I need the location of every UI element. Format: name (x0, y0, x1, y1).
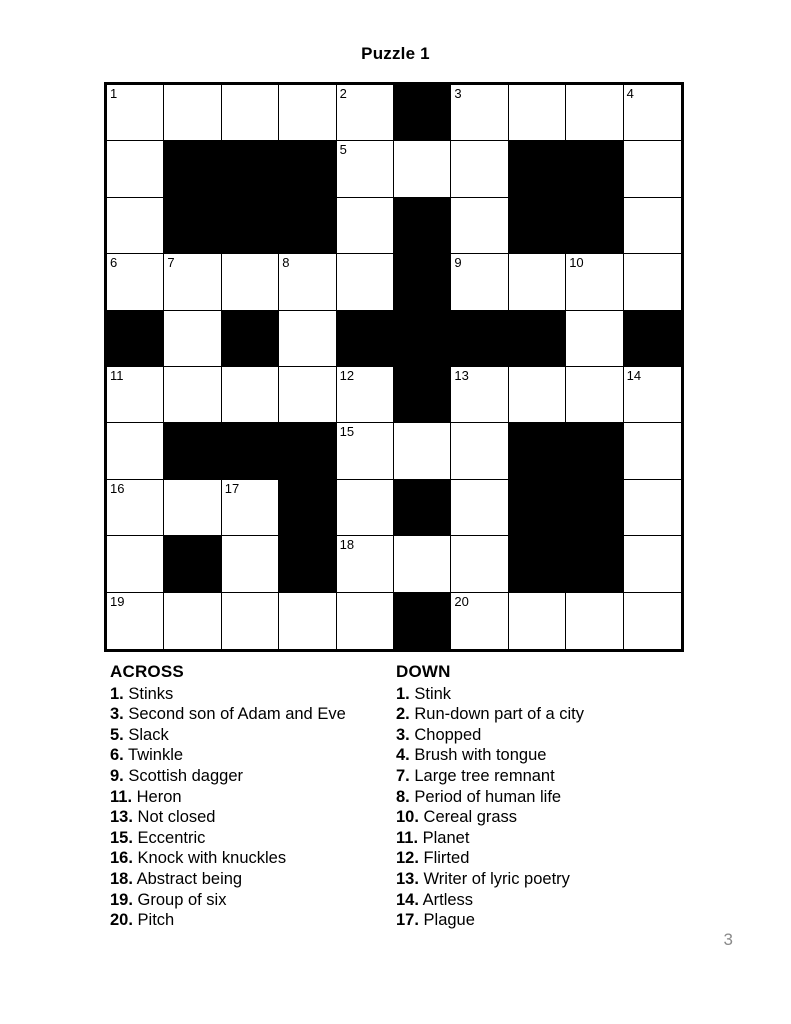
clue-text: Plague (418, 911, 475, 930)
clue-item (110, 766, 390, 787)
clue-item (110, 848, 390, 869)
grid-cell[interactable] (107, 367, 164, 423)
grid-cell[interactable] (451, 367, 508, 423)
crossword-grid[interactable] (104, 82, 684, 652)
grid-cell-number: 14 (626, 368, 642, 383)
clue-item (110, 725, 390, 746)
grid-cell[interactable] (566, 311, 623, 367)
grid-cell[interactable] (451, 198, 508, 254)
clue-number: 10. (396, 808, 419, 827)
clues-down-list (396, 684, 686, 931)
clue-text: Stinks (123, 684, 174, 703)
clue-number: 13. (396, 869, 419, 888)
grid-block (394, 480, 451, 536)
grid-cell-number: 10 (569, 255, 584, 271)
clue-item (396, 745, 686, 766)
clues-section (110, 662, 690, 962)
grid-cell[interactable] (279, 254, 336, 310)
grid-block (509, 423, 566, 479)
clue-text: Artless (418, 890, 474, 909)
clue-text: Twinkle (123, 746, 184, 765)
grid-cell[interactable] (337, 423, 394, 479)
grid-block (279, 480, 336, 536)
clue-item (110, 787, 390, 808)
grid-block (279, 423, 336, 479)
clue-number: 6. (110, 746, 124, 765)
grid-cell-number: 11 (110, 368, 124, 383)
grid-block (394, 311, 451, 367)
grid-block (279, 536, 336, 592)
clue-item (396, 807, 686, 828)
grid-block (164, 198, 221, 254)
clue-item (396, 890, 686, 911)
clue-text: Period of human life (409, 787, 562, 806)
clue-item (110, 704, 390, 725)
grid-cell-number: 17 (224, 480, 240, 496)
grid-cell[interactable] (624, 423, 681, 479)
grid-cell[interactable] (337, 254, 394, 310)
grid-block (509, 141, 566, 197)
grid-cell-number: 13 (454, 368, 469, 383)
grid-block (279, 198, 336, 254)
grid-cell[interactable] (509, 254, 566, 310)
grid-block (394, 85, 451, 141)
clue-number: 11. (396, 828, 419, 847)
grid-cell[interactable] (394, 536, 451, 592)
grid-cell[interactable] (394, 141, 451, 197)
grid-cell-number: 18 (339, 537, 355, 553)
grid-block (222, 311, 279, 367)
clue-number: 9. (110, 766, 124, 785)
clue-number: 5. (110, 725, 124, 744)
grid-cell[interactable] (509, 85, 566, 141)
grid-cell[interactable] (164, 311, 221, 367)
grid-cell[interactable] (107, 480, 164, 536)
grid-cell-number: 8 (282, 255, 290, 271)
grid-cell-number: 19 (110, 593, 125, 609)
grid-cell[interactable] (337, 367, 394, 423)
clue-number: 11. (110, 787, 133, 806)
grid-block (337, 311, 394, 367)
grid-cell-number: 9 (454, 255, 462, 271)
grid-block (566, 141, 623, 197)
clue-text: Pitch (132, 911, 175, 930)
clue-item (110, 807, 390, 828)
grid-cell[interactable] (164, 367, 221, 423)
grid-cell[interactable] (107, 254, 164, 310)
clue-text: Slack (123, 725, 169, 744)
clues-down (396, 662, 686, 931)
clue-text: Second son of Adam and Eve (123, 705, 346, 724)
grid-cell-number: 7 (167, 255, 175, 271)
grid-cell-number: 4 (626, 86, 634, 101)
grid-cell-number: 16 (110, 480, 125, 496)
clue-number: 7. (396, 766, 410, 785)
clue-text: Knock with knuckles (132, 849, 287, 868)
grid-cell[interactable] (624, 367, 681, 423)
clue-item (110, 869, 390, 890)
clue-item (396, 725, 686, 746)
clue-item (396, 848, 686, 869)
clue-text: Flirted (418, 849, 470, 868)
grid-block (509, 198, 566, 254)
clue-item (396, 787, 686, 808)
clue-item (396, 869, 686, 890)
grid-cell[interactable] (222, 85, 279, 141)
grid-block (566, 423, 623, 479)
grid-cell[interactable] (222, 480, 279, 536)
clue-text: Abstract being (132, 869, 243, 888)
clue-text: Not closed (132, 808, 216, 827)
grid-cell[interactable] (624, 141, 681, 197)
grid-cell-number: 20 (454, 593, 469, 609)
grid-block (509, 480, 566, 536)
grid-block (451, 311, 508, 367)
clue-item (110, 745, 390, 766)
grid-block (394, 367, 451, 423)
grid-cell[interactable] (451, 141, 508, 197)
clue-text: Cereal grass (418, 808, 518, 827)
grid-cell[interactable] (451, 593, 508, 649)
grid-cell[interactable] (222, 536, 279, 592)
clue-number: 13. (110, 808, 133, 827)
grid-block (164, 536, 221, 592)
clue-item (110, 828, 390, 849)
grid-cell[interactable] (566, 254, 623, 310)
clue-text: Group of six (132, 890, 227, 909)
grid-cell[interactable] (624, 198, 681, 254)
clue-text: Chopped (409, 725, 482, 744)
grid-cell[interactable] (279, 367, 336, 423)
clue-number: 19. (110, 890, 133, 909)
clue-number: 8. (396, 787, 410, 806)
clues-across-list (110, 684, 390, 931)
grid-block (222, 141, 279, 197)
clue-text: Eccentric (132, 828, 206, 847)
clue-text: Writer of lyric poetry (418, 869, 570, 888)
grid-block (394, 254, 451, 310)
grid-cell[interactable] (624, 85, 681, 141)
grid-cell[interactable] (509, 367, 566, 423)
clue-text: Stink (409, 684, 452, 703)
clue-number: 16. (110, 849, 133, 868)
grid-block (107, 311, 164, 367)
clue-number: 15. (110, 828, 133, 847)
grid-block (566, 480, 623, 536)
grid-cell-number: 1 (110, 86, 118, 101)
grid-cell[interactable] (337, 85, 394, 141)
grid-cell[interactable] (279, 85, 336, 141)
grid-cell[interactable] (337, 141, 394, 197)
grid-cell[interactable] (624, 593, 681, 649)
page-number: 3 (723, 930, 733, 949)
grid-cell[interactable] (509, 593, 566, 649)
clues-down-heading: DOWN (396, 662, 451, 681)
grid-cell[interactable] (451, 423, 508, 479)
clue-number: 17. (396, 911, 419, 930)
clue-number: 2. (396, 705, 410, 724)
grid-cell[interactable] (451, 254, 508, 310)
grid-cell-number: 15 (339, 424, 355, 440)
grid-cell[interactable] (451, 480, 508, 536)
grid-block (509, 311, 566, 367)
grid-cell[interactable] (164, 254, 221, 310)
grid-cell[interactable] (566, 367, 623, 423)
grid-cell[interactable] (337, 593, 394, 649)
clue-item (110, 890, 390, 911)
grid-block (394, 593, 451, 649)
clue-item (396, 704, 686, 725)
grid-cell[interactable] (279, 593, 336, 649)
grid-cell[interactable] (107, 198, 164, 254)
clue-text: Scottish dagger (123, 766, 244, 785)
clue-number: 14. (396, 890, 419, 909)
clue-number: 4. (396, 746, 410, 765)
grid-cell[interactable] (624, 254, 681, 310)
grid-cell[interactable] (164, 593, 221, 649)
clue-text: Heron (132, 787, 182, 806)
grid-cell[interactable] (394, 423, 451, 479)
clue-number: 20. (110, 911, 133, 930)
grid-cell[interactable] (222, 593, 279, 649)
grid-cell-number: 5 (339, 142, 347, 158)
clue-item (396, 910, 686, 931)
grid-cell-number: 6 (110, 255, 118, 271)
grid-cell[interactable] (164, 85, 221, 141)
clue-number: 3. (396, 725, 410, 744)
grid-cell[interactable] (451, 536, 508, 592)
clue-text: Brush with tongue (409, 746, 547, 765)
grid-cell[interactable] (222, 367, 279, 423)
grid-cell[interactable] (337, 480, 394, 536)
clue-number: 12. (396, 849, 419, 868)
grid-cell-number: 2 (339, 86, 347, 101)
clue-text: Large tree remnant (409, 766, 555, 785)
grid-block (509, 536, 566, 592)
crossword-grid-cells (107, 85, 681, 649)
clue-number: 18. (110, 869, 133, 888)
grid-block (566, 198, 623, 254)
clues-across-heading: ACROSS (110, 662, 184, 681)
clue-item (110, 910, 390, 931)
grid-cell[interactable] (107, 85, 164, 141)
grid-block (624, 311, 681, 367)
clue-item (396, 766, 686, 787)
grid-cell[interactable] (222, 254, 279, 310)
grid-cell-number: 3 (454, 86, 462, 101)
clue-item (110, 684, 390, 705)
grid-cell[interactable] (624, 536, 681, 592)
clue-number: 3. (110, 705, 124, 724)
grid-cell[interactable] (164, 480, 221, 536)
page-title: Puzzle 1 (361, 44, 430, 63)
grid-cell[interactable] (279, 311, 336, 367)
grid-block (222, 198, 279, 254)
grid-cell[interactable] (107, 141, 164, 197)
grid-cell[interactable] (107, 536, 164, 592)
grid-cell[interactable] (566, 593, 623, 649)
clue-number: 1. (110, 684, 124, 703)
clue-number: 1. (396, 684, 410, 703)
grid-cell[interactable] (337, 536, 394, 592)
grid-block (394, 198, 451, 254)
grid-block (222, 423, 279, 479)
clue-item (396, 828, 686, 849)
grid-cell[interactable] (451, 85, 508, 141)
clue-item (396, 684, 686, 705)
clue-text: Run-down part of a city (409, 705, 585, 724)
grid-block (164, 423, 221, 479)
grid-block (279, 141, 336, 197)
grid-block (566, 536, 623, 592)
clues-across (110, 662, 390, 931)
grid-cell[interactable] (337, 198, 394, 254)
grid-cell-number: 12 (339, 368, 355, 383)
grid-cell[interactable] (624, 480, 681, 536)
grid-block (164, 141, 221, 197)
grid-cell[interactable] (107, 593, 164, 649)
grid-cell[interactable] (566, 85, 623, 141)
grid-cell[interactable] (107, 423, 164, 479)
clue-text: Planet (418, 828, 470, 847)
